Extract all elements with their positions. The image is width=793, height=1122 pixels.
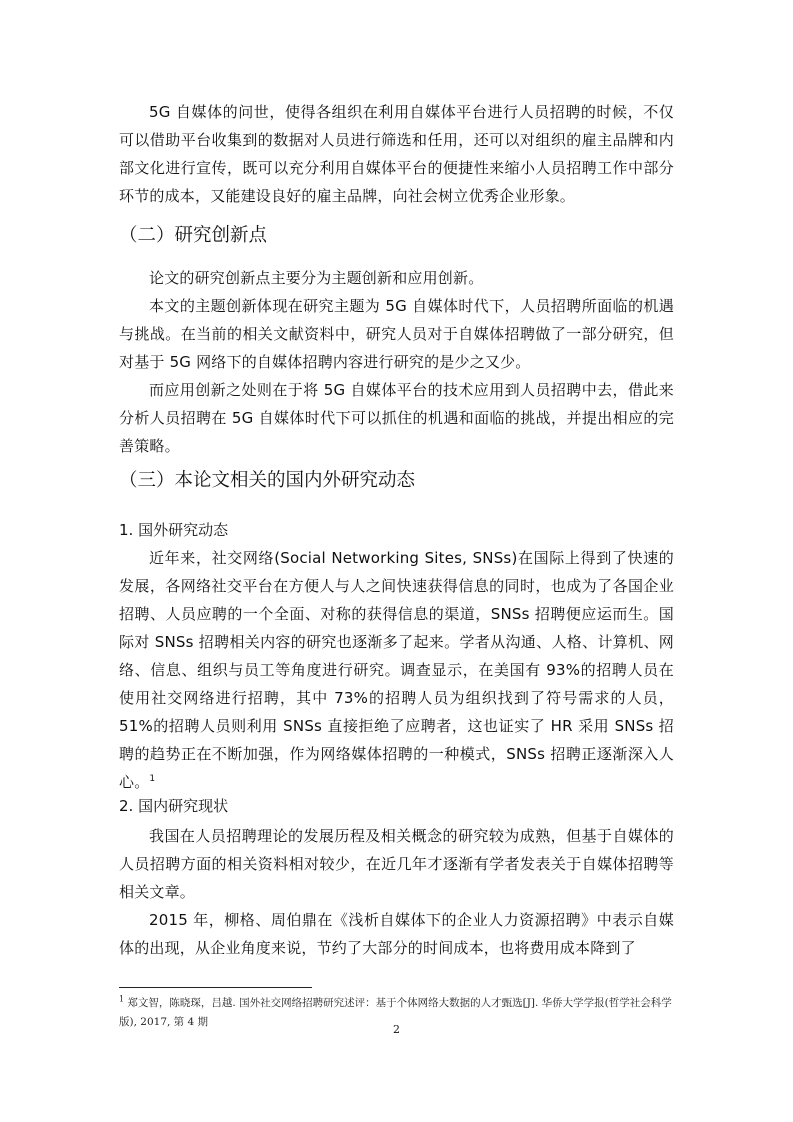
section-heading-research-status: （三）本论文相关的国内外研究动态 [119,470,416,491]
footnote-text: 郑文智，陈晓琛，吕越. 国外社交网络招聘研究述评：基于个体网络大数据的人才甄选[J]. 华侨大学学报(哲学社会科学版), 2017, 第 4 期 [119,997,672,1028]
subheading-domestic-research: 2. 国内研究现状 [119,797,229,815]
paragraph-application-innovation: 而应用创新之处则在于将 5G 自媒体平台的技术应用到人员招聘中去，借此来分析人员招聘在 5G 自媒体时代下可以抓住的机遇和面临的挑战，并提出相应的完善策略。 [119,381,674,455]
paragraph-theme-innovation: 本文的主题创新体现在研究主题为 5G 自媒体时代下，人员招聘所面临的机遇与挑战。在当前的相关文献资料中，研究人员对于自媒体招聘做了一部分研究，但对基于 5G 网络下的自媒体招聘内容进行研究的是少之又少。 [119,297,674,371]
paragraph-foreign-research-text: 近年来，社交网络(Social Networking Sites, SNSs)在国际上得到了快速的发展，各网络社交平台在方便人与人之间快速获得信息的同时，也成为了各国企业招聘、人员应聘的一个全面、对称的获得信息的渠道，SNSs 招聘便应运而生。国际对 SNSs 招聘相关内容的研究也逐渐多了起来。学者从沟通、人格、计算机、网络、信息、组织与员工等角度进行研究。调查显示，在美国有 93%的招聘人员在使用社交网络进行招聘，其中 73%的招聘人员为组织找到了符号需求的人员，51%的招聘人员则利用 SNSs 直接拒绝了应聘者，这也证实了 HR 采用 SNSs 招聘的趋势正在不断加强，作为网络媒体招聘的一种模式，SNSs 招聘正逐渐深入人心。 [119,549,674,791]
paragraph-domestic-research: 我国在人员招聘理论的发展历程及相关概念的研究较为成熟，但基于自媒体的人员招聘方面的相关资料相对较少，在近几年才逐渐有学者发表关于自媒体招聘等相关文章。 [119,827,674,901]
footnote-mark: 1 [119,994,125,1004]
paragraph-self-media-intro: 5G 自媒体的问世，使得各组织在利用自媒体平台进行人员招聘的时候，不仅可以借助平台收集到的数据对人员进行筛选和任用，还可以对组织的雇主品牌和内部文化进行宣传，既可以充分利用自媒体平台的便捷性来缩小人员招聘工作中部分环节的成本，又能建设良好的雇主品牌，向社会树立优秀企业形象。 [119,103,674,205]
page-number: 2 [393,1023,400,1036]
section-heading-innovation: （二）研究创新点 [119,225,268,246]
subheading-foreign-research: 1. 国外研究动态 [119,521,229,539]
footnote-separator [119,987,312,988]
footnote-reference: 1 [149,774,156,784]
paragraph-foreign-research [119,544,674,796]
paragraph-innovation-summary: 论文的研究创新点主要分为主题创新和应用创新。 [149,269,484,287]
paragraph-2015-study: 2015 年，柳格、周伯鼎在《浅析自媒体下的企业人力资源招聘》中表示自媒体的出现，从企业角度来说，节约了大部分的时间成本，也将费用成本降到了 [119,911,674,957]
